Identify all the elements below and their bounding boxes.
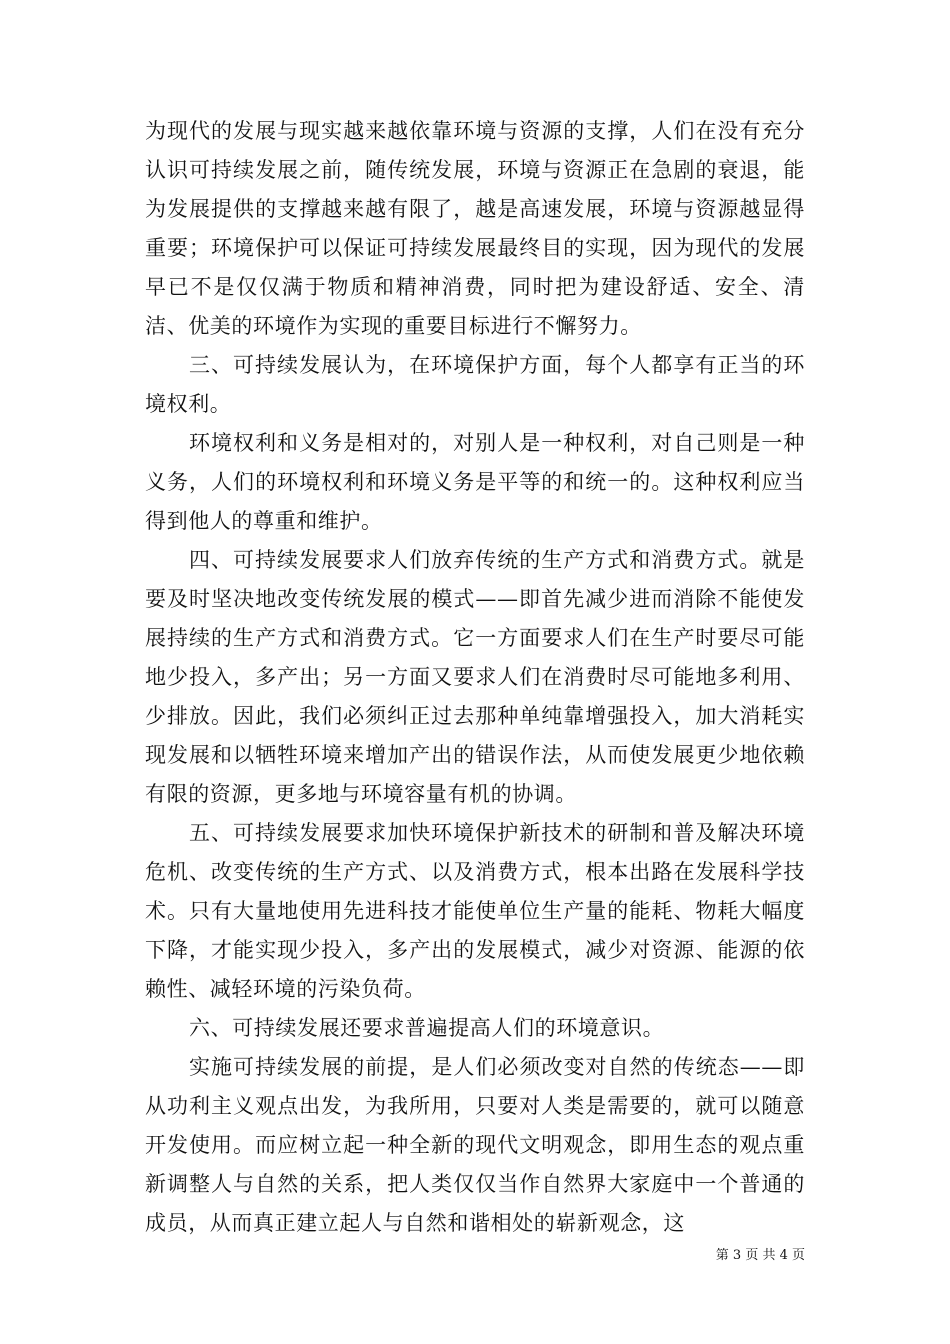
paragraph-5: 五、可持续发展要求加快环境保护新技术的研制和普及解决环境危机、改变传统的生产方式、以及消费方式，根本出路在发展科学技术。只有大量地使用先进科技才能使单位生产量的能耗、物耗大幅度下降，才能实现少投入，多产出的发展模式，减少对资源、能源的依赖性、减轻环境的污染负荷。	[145, 821, 805, 1001]
paragraph-4: 四、可持续发展要求人们放弃传统的生产方式和消费方式。就是要及时坚决地改变传统发展的模式——即首先减少进而消除不能使发展持续的生产方式和消费方式。它一方面要求人们在生产时要尽可能地少投入，多产出；另一方面又要求人们在消费时尽可能地多利用、少排放。因此，我们必须纠正过去那种单纯靠增强投入，加大消耗实现发展和以牺牲环境来增加产出的错误作法，从而使发展更少地依赖有限的资源，更多地与环境容量有机的协调。	[145, 548, 805, 806]
paragraph-2: 三、可持续发展认为，在环境保护方面，每个人都享有正当的环境权利。	[145, 353, 805, 416]
paragraph-6: 六、可持续发展还要求普遍提高人们的环境意识。	[189, 1016, 665, 1040]
paragraph-7: 实施可持续发展的前提，是人们必须改变对自然的传统态——即从功利主义观点出发，为我所用，只要对人类是需要的，就可以随意开发使用。而应树立起一种全新的现代文明观念，即用生态的观点重新调整人与自然的关系，把人类仅仅当作自然界大家庭中一个普通的成员，从而真正建立起人与自然和谐相处的崭新观念，这	[145, 1055, 805, 1235]
paragraph-3: 环境权利和义务是相对的，对别人是一种权利，对自己则是一种义务，人们的环境权利和环境义务是平等的和统一的。这种权利应当得到他人的尊重和维护。	[145, 431, 805, 533]
page-number-footer: 第 3 页 共 4 页	[715, 1248, 805, 1263]
paragraph-1: 为现代的发展与现实越来越依靠环境与资源的支撑，人们在没有充分认识可持续发展之前，随传统发展，环境与资源正在急剧的衰退，能为发展提供的支撑越来越有限了，越是高速发展，环境与资源越显得重要；环境保护可以保证可持续发展最终目的实现，因为现代的发展早已不是仅仅满于物质和精神消费，同时把为建设舒适、安全、清洁、优美的环境作为实现的重要目标进行不懈努力。	[145, 119, 805, 338]
document-body	[145, 112, 805, 1243]
